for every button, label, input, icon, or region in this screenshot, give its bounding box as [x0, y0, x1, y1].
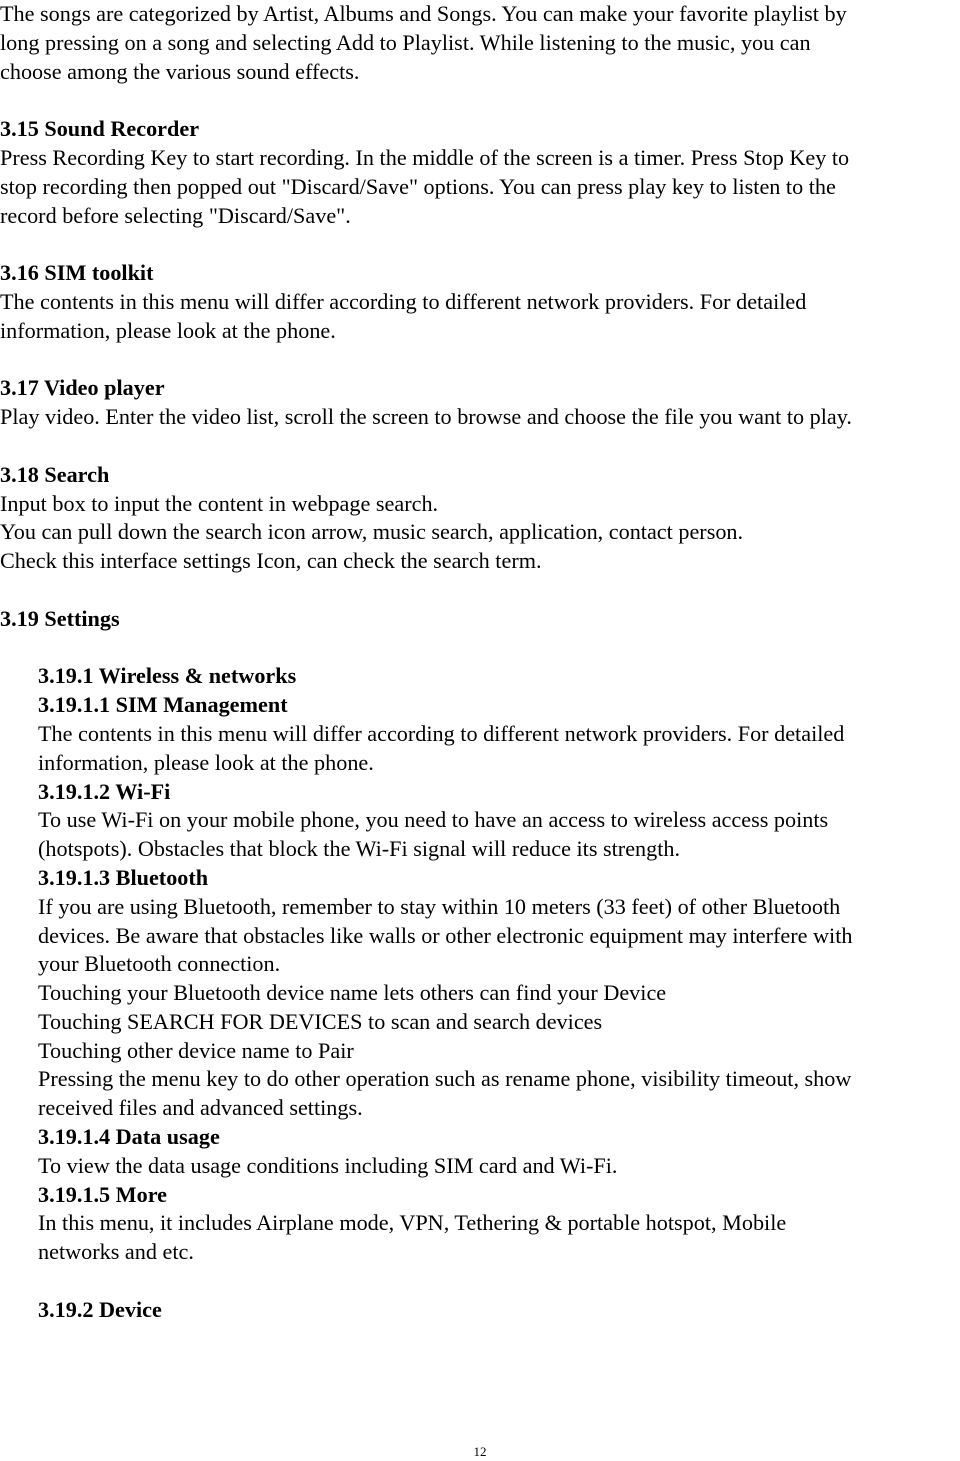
- paragraph-gap: [0, 634, 960, 663]
- section-3-19: [0, 605, 960, 634]
- paragraph-gap: [38, 1267, 960, 1296]
- subsection-heading: 3.19.1 Wireless & networks: [38, 663, 297, 689]
- paragraph-line: Press Recording Key to start recording. In the middle of the screen is a timer. Press Stop Key to: [0, 144, 850, 170]
- section-heading: 3.17 Video player: [0, 375, 165, 401]
- subsection-heading: 3.19.2 Device: [38, 1296, 162, 1322]
- subsection-heading: 3.19.1.5 More: [38, 1181, 167, 1207]
- paragraph-line: information, please look at the phone.: [38, 749, 374, 775]
- paragraph-line: The contents in this menu will differ according to different network providers. For detailed: [38, 720, 845, 746]
- paragraph-line: networks and etc.: [38, 1239, 194, 1265]
- subsection-heading: 3.19.1.4 Data usage: [38, 1124, 220, 1150]
- paragraph-line: You can pull down the search icon arrow, music search, application, contact person.: [0, 519, 744, 545]
- subsection-heading: 3.19.1.3 Bluetooth: [38, 864, 209, 890]
- paragraph-line: (hotspots). Obstacles that block the Wi-Fi signal will reduce its strength.: [38, 836, 681, 862]
- paragraph-line: Check this interface settings Icon, can check the search term.: [0, 548, 542, 574]
- paragraph-gap: [0, 230, 960, 259]
- paragraph-line: choose among the various sound effects.: [0, 58, 360, 84]
- section-heading: 3.16 SIM toolkit: [0, 260, 154, 286]
- intro-paragraph: [0, 0, 960, 86]
- section-3-18: [0, 461, 960, 576]
- paragraph-line: your Bluetooth connection.: [38, 951, 281, 977]
- paragraph-line: Play video. Enter the video list, scroll the screen to browse and choose the file you want to play.: [0, 404, 852, 430]
- paragraph-line: Pressing the menu key to do other operation such as rename phone, visibility timeout, show: [38, 1066, 852, 1092]
- paragraph-line: long pressing on a song and selecting Add to Playlist. While listening to the music, you can: [0, 29, 811, 55]
- paragraph-gap: [0, 86, 960, 115]
- section-heading: 3.19 Settings: [0, 605, 120, 631]
- paragraph-line: Input box to input the content in webpage search.: [0, 490, 439, 516]
- paragraph-gap: [0, 432, 960, 461]
- paragraph-line: To view the data usage conditions including SIM card and Wi-Fi.: [38, 1152, 618, 1178]
- section-3-17: [0, 374, 960, 432]
- section-heading: 3.18 Search: [0, 461, 110, 487]
- paragraph-line: devices. Be aware that obstacles like walls or other electronic equipment may interfere with: [38, 922, 853, 948]
- paragraph-line: record before selecting "Discard/Save".: [0, 202, 351, 228]
- page-number: 12: [473, 1444, 487, 1459]
- paragraph-line: The contents in this menu will differ according to different network providers. For detailed: [0, 288, 807, 314]
- paragraph-line: To use Wi-Fi on your mobile phone, you need to have an access to wireless access points: [38, 807, 829, 833]
- section-3-16: [0, 259, 960, 345]
- paragraph-line: Touching your Bluetooth device name lets others can find your Device: [38, 980, 667, 1006]
- subsection-heading: 3.19.1.1 SIM Management: [38, 692, 288, 718]
- section-3-19-1: [0, 662, 960, 1324]
- paragraph-gap: [0, 346, 960, 375]
- paragraph-line: In this menu, it includes Airplane mode, VPN, Tethering & portable hotspot, Mobile: [38, 1210, 787, 1236]
- subsection-heading: 3.19.1.2 Wi-Fi: [38, 778, 171, 804]
- paragraph-line: Touching other device name to Pair: [38, 1037, 354, 1063]
- section-3-15: [0, 115, 960, 230]
- paragraph-line: received files and advanced settings.: [38, 1095, 363, 1121]
- section-heading: 3.15 Sound Recorder: [0, 116, 200, 142]
- paragraph-gap: [0, 576, 960, 605]
- paragraph-line: stop recording then popped out "Discard/Save" options. You can press play key to listen to the: [0, 173, 836, 199]
- paragraph-line: The songs are categorized by Artist, Albums and Songs. You can make your favorite playlist by: [0, 1, 847, 26]
- paragraph-line: information, please look at the phone.: [0, 317, 336, 343]
- paragraph-line: Touching SEARCH FOR DEVICES to scan and search devices: [38, 1008, 603, 1034]
- paragraph-line: If you are using Bluetooth, remember to stay within 10 meters (33 feet) of other Bluetooth: [38, 893, 841, 919]
